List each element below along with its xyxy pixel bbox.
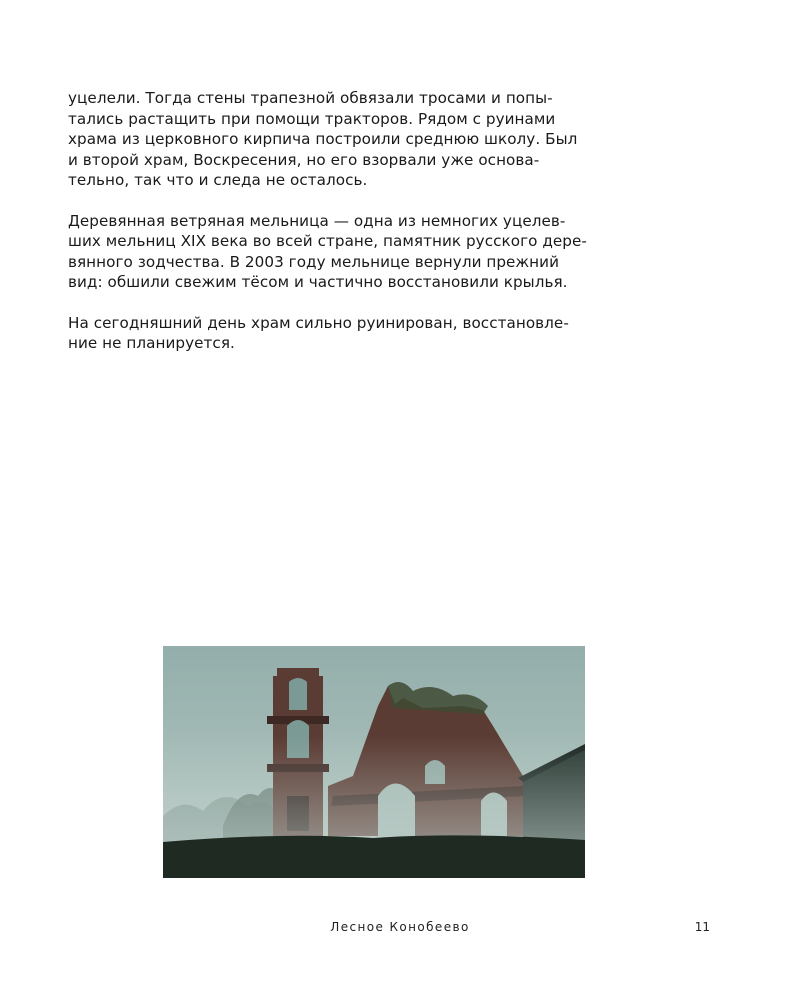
text-line: ших мельниц XIX века во всей стране, памятник русского дере- (68, 232, 587, 250)
text-line: На сегодняшний день храм сильно руинирован, восстановле- (68, 313, 569, 332)
text-line: Деревянная ветряная мельница — одна из немногих уцелев- (68, 211, 566, 230)
paragraph-2 (68, 211, 668, 293)
ground (163, 835, 585, 878)
tower-window (289, 678, 307, 710)
text-line: и второй храм, Воскресения, но его взорвали уже основа- (68, 150, 540, 169)
text-line: ние не планируется. (68, 334, 235, 352)
text-line: вянного зодчества. В 2003 году мельнице вернули прежний (68, 252, 559, 271)
footer-title: Лесное Конобеево (330, 920, 470, 934)
ruined-church-photo (163, 646, 585, 878)
page-number: 11 (694, 920, 710, 934)
text-line: тались растащить при помощи тракторов. Рядом с руинами (68, 109, 556, 128)
paragraph-3 (68, 313, 668, 354)
body-text (68, 88, 668, 374)
text-line: тельно, так что и следа не осталось. (68, 171, 368, 189)
paragraph-1 (68, 88, 668, 191)
photo-illustration (163, 646, 585, 878)
text-line: вид: обшили свежим тёсом и частично восстановили крылья. (68, 273, 568, 291)
text-line: храма из церковного кирпича построили среднюю школу. Был (68, 130, 578, 148)
text-line: уцелели. Тогда стены трапезной обвязали тросами и попы- (68, 89, 553, 107)
fog (163, 736, 585, 846)
